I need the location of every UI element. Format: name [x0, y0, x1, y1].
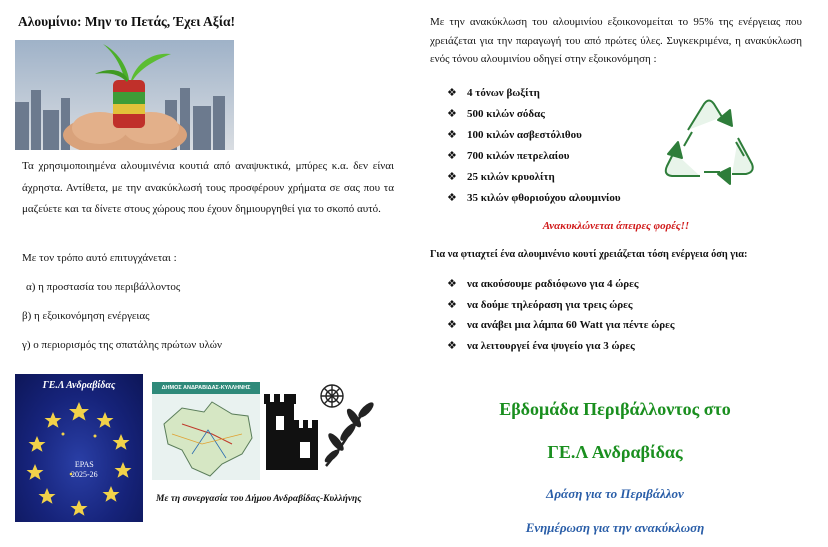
- diamond-bullet-icon: ❖: [447, 87, 457, 99]
- list-item: ❖ να ανάβει μια λάμπα 60 Watt για πέντε ώρες: [447, 319, 675, 331]
- info-subtitle: Ενημέρωση για την ανακύκλωση: [525, 520, 705, 535]
- diamond-bullet-icon: ❖: [447, 129, 457, 141]
- action-subtitle: Δράση για το Περιβάλλον: [546, 486, 684, 501]
- municipality-map-logo: [152, 382, 260, 480]
- recycle-icon: [648, 92, 770, 192]
- event-title-line2: ΓΕ.Λ Ανδραβίδας: [547, 442, 683, 462]
- benefit-item: β) η εξοικονόμηση ενέργειας: [22, 310, 150, 322]
- recycling-intro-paragraph: Με την ανακύκλωση του αλουμινίου εξοικονομείται το 95% της ενέργειας που χρειάζεται για την παραγωγή του από πρώτες ύλες. Συγκεκριμένα, η ανακύκλωση ενός τόνου αλουμινίου οδηγεί στην εξοικονόμηση :: [430, 16, 802, 65]
- list-item: ❖ 25 κιλών κρυολίτη: [447, 171, 555, 183]
- diamond-bullet-icon: ❖: [447, 108, 457, 120]
- benefits-intro: Με τον τρόπο αυτό επιτυγχάνεται :: [22, 252, 177, 264]
- list-item: ❖ 700 κιλών πετρελαίου: [447, 150, 570, 162]
- list-item: ❖ 100 κιλών ασβεστόλιθου: [447, 129, 582, 141]
- diamond-bullet-icon: ❖: [447, 340, 457, 352]
- diamond-bullet-icon: ❖: [447, 150, 457, 162]
- list-item: ❖ να ακούσουμε ραδιόφωνο για 4 ώρες: [447, 278, 639, 290]
- school-epas-logo: [15, 374, 143, 522]
- diamond-bullet-icon: ❖: [447, 171, 457, 183]
- list-item: ❖ να δούμε τηλεόραση για τρεις ώρες: [447, 299, 633, 311]
- epas-label: EPAS 2025-26: [71, 460, 98, 479]
- list-item: ❖ 4 τόνων βωξίτη: [447, 87, 540, 99]
- benefit-item: γ) ο περιορισμός της σπατάλης πρώτων υλών: [22, 339, 222, 351]
- intro-paragraph: Τα χρησιμοποιημένα αλουμινένια κουτιά από αναψυκτικά, μπύρες κ.α. δεν είναι άχρηστα. Αντίθετα, με την ανακύκλωσή τους προσφέρουν χρήματα σε σας που τα μαζεύετε και τα δίνετε στους χώρους που έχουν δημιουργηθεί για το σκοπό αυτό.: [22, 160, 394, 215]
- school-logo-caption: ΓΕ.Λ Ανδραβίδας: [42, 380, 116, 391]
- energy-heading: Για να φτιαχτεί ένα αλουμινένιο κουτί χρειάζεται τόση ενέργεια όση για:: [430, 249, 748, 260]
- collaboration-caption: Με τη συνεργασία του Δήμου Ανδραβίδας-Κυλλήνης: [156, 494, 362, 504]
- castle-olive-logo: [262, 380, 352, 470]
- diamond-bullet-icon: ❖: [447, 192, 457, 204]
- diamond-bullet-icon: ❖: [447, 299, 457, 311]
- page-title: Αλουμίνιο: Μην το Πετάς, Έχει Αξία!: [18, 14, 236, 29]
- benefit-item: α) η προστασία του περιβάλλοντος: [26, 281, 181, 293]
- municipality-banner: ΔΗΜΟΣ ΑΝΔΡΑΒΙΔΑΣ-ΚΥΛΛΗΝΗΣ: [152, 382, 260, 394]
- list-item: ❖ 35 κιλών φθοριούχου αλουμινίου: [447, 192, 621, 204]
- list-item: ❖ να λειτουργεί ένα ψυγείο για 3 ώρες: [447, 340, 635, 352]
- diamond-bullet-icon: ❖: [447, 278, 457, 290]
- list-item: ❖ 500 κιλών σόδας: [447, 108, 545, 120]
- infinite-recycling-note: Ανακυκλώνεται άπειρες φορές!!: [542, 220, 690, 232]
- hero-image-hands-can-plant: [15, 40, 234, 150]
- event-title-line1: Εβδομάδα Περιβάλλοντος στο: [499, 399, 731, 419]
- diamond-bullet-icon: ❖: [447, 319, 457, 331]
